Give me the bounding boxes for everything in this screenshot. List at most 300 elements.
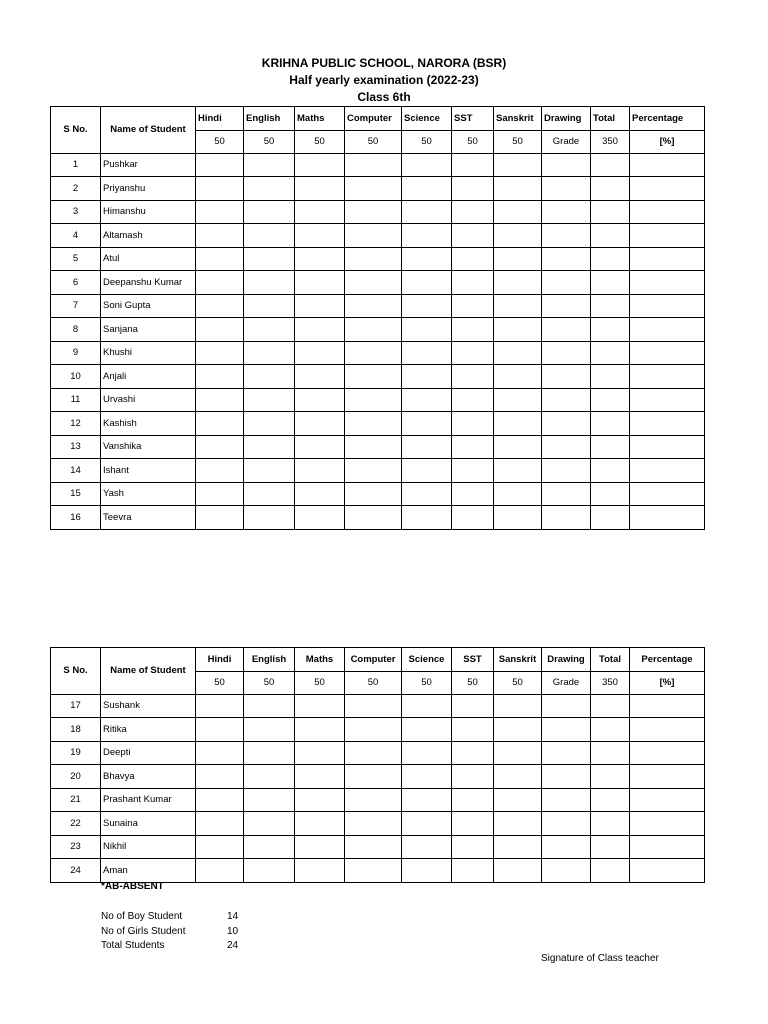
marks-cell[interactable] xyxy=(196,271,244,295)
marks-cell[interactable] xyxy=(591,859,630,883)
marks-cell[interactable] xyxy=(494,835,542,859)
student-sno: 3 xyxy=(51,200,101,224)
marks-cell[interactable] xyxy=(630,835,705,859)
marks-cell[interactable] xyxy=(452,765,494,789)
table-row xyxy=(51,247,705,271)
marks-cell[interactable] xyxy=(542,341,591,365)
marks-cell[interactable] xyxy=(345,294,402,318)
marks-cell[interactable] xyxy=(345,318,402,342)
max-marks-cell: 50 xyxy=(295,671,345,694)
marks-cell[interactable] xyxy=(295,388,345,412)
marks-cell[interactable] xyxy=(494,341,542,365)
marks-cell[interactable] xyxy=(345,247,402,271)
student-sno: 24 xyxy=(51,859,101,883)
marks-cell[interactable] xyxy=(494,741,542,765)
student-sno: 16 xyxy=(51,506,101,530)
marks-cell[interactable] xyxy=(345,788,402,812)
marks-cell[interactable] xyxy=(452,694,494,718)
marks-cell[interactable] xyxy=(196,435,244,459)
signature-line: Signature of Class teacher xyxy=(541,953,659,964)
summary-row xyxy=(101,910,238,925)
marks-cell[interactable] xyxy=(452,388,494,412)
student-name: Sushank xyxy=(101,694,196,718)
marks-cell[interactable] xyxy=(196,482,244,506)
marks-cell[interactable] xyxy=(452,224,494,248)
marks-cell[interactable] xyxy=(345,435,402,459)
marks-cell[interactable] xyxy=(452,365,494,389)
marks-cell[interactable] xyxy=(630,177,705,201)
marks-cell[interactable] xyxy=(402,812,452,836)
marks-cell[interactable] xyxy=(452,718,494,742)
marks-cell[interactable] xyxy=(244,765,295,789)
marks-cell[interactable] xyxy=(452,318,494,342)
marks-cell[interactable] xyxy=(452,506,494,530)
marks-cell[interactable] xyxy=(452,247,494,271)
marks-cell[interactable] xyxy=(402,153,452,177)
marks-cell[interactable] xyxy=(630,435,705,459)
marks-cell[interactable] xyxy=(542,271,591,295)
table-row xyxy=(51,200,705,224)
marks-cell[interactable] xyxy=(402,341,452,365)
marks-cell[interactable] xyxy=(494,435,542,459)
marks-cell[interactable] xyxy=(295,294,345,318)
marks-cell[interactable] xyxy=(196,318,244,342)
marks-cell[interactable] xyxy=(591,788,630,812)
marks-cell[interactable] xyxy=(630,200,705,224)
max-marks-cell: 350 xyxy=(591,671,630,694)
marks-cell[interactable] xyxy=(295,859,345,883)
marks-cell[interactable] xyxy=(345,694,402,718)
marks-cell[interactable] xyxy=(452,153,494,177)
marks-cell[interactable] xyxy=(402,835,452,859)
column-header-subject: Hindi xyxy=(196,648,244,672)
marks-cell[interactable] xyxy=(402,200,452,224)
marks-cell[interactable] xyxy=(542,435,591,459)
marks-cell[interactable] xyxy=(295,506,345,530)
marks-cell[interactable] xyxy=(591,341,630,365)
marks-table-2 xyxy=(50,647,705,883)
marks-cell[interactable] xyxy=(452,459,494,483)
marks-cell[interactable] xyxy=(630,365,705,389)
marks-cell[interactable] xyxy=(345,741,402,765)
marks-cell[interactable] xyxy=(295,765,345,789)
marks-cell[interactable] xyxy=(402,365,452,389)
marks-cell[interactable] xyxy=(630,247,705,271)
student-name: Urvashi xyxy=(101,388,196,412)
marks-cell[interactable] xyxy=(542,718,591,742)
student-name: Anjali xyxy=(101,365,196,389)
table-row xyxy=(51,318,705,342)
marks-cell[interactable] xyxy=(196,224,244,248)
table-row xyxy=(51,435,705,459)
marks-cell[interactable] xyxy=(494,153,542,177)
marks-cell[interactable] xyxy=(402,271,452,295)
student-name: Nikhil xyxy=(101,835,196,859)
header-row xyxy=(51,107,705,131)
marks-cell[interactable] xyxy=(402,718,452,742)
marks-cell[interactable] xyxy=(542,224,591,248)
marks-cell[interactable] xyxy=(494,718,542,742)
marks-cell[interactable] xyxy=(542,200,591,224)
marks-cell[interactable] xyxy=(244,271,295,295)
marks-cell[interactable] xyxy=(196,153,244,177)
marks-cell[interactable] xyxy=(452,294,494,318)
marks-cell[interactable] xyxy=(295,812,345,836)
marks-cell[interactable] xyxy=(196,294,244,318)
marks-cell[interactable] xyxy=(591,153,630,177)
student-sno: 19 xyxy=(51,741,101,765)
max-marks-cell: 50 xyxy=(494,671,542,694)
marks-cell[interactable] xyxy=(244,224,295,248)
column-header-subject: SST xyxy=(452,107,494,131)
marks-cell[interactable] xyxy=(630,812,705,836)
marks-cell[interactable] xyxy=(630,294,705,318)
marks-cell[interactable] xyxy=(452,412,494,436)
marks-cell[interactable] xyxy=(244,859,295,883)
marks-cell[interactable] xyxy=(591,741,630,765)
marks-cell[interactable] xyxy=(591,718,630,742)
marks-cell[interactable] xyxy=(630,459,705,483)
marks-cell[interactable] xyxy=(542,318,591,342)
marks-cell[interactable] xyxy=(591,294,630,318)
marks-cell[interactable] xyxy=(494,224,542,248)
marks-cell[interactable] xyxy=(542,388,591,412)
marks-table-1 xyxy=(50,106,705,530)
marks-cell[interactable] xyxy=(542,765,591,789)
marks-cell[interactable] xyxy=(295,200,345,224)
marks-cell[interactable] xyxy=(295,412,345,436)
marks-cell[interactable] xyxy=(494,247,542,271)
marks-cell[interactable] xyxy=(630,788,705,812)
marks-cell[interactable] xyxy=(244,388,295,412)
marks-cell[interactable] xyxy=(494,294,542,318)
marks-cell[interactable] xyxy=(494,506,542,530)
marks-cell[interactable] xyxy=(244,341,295,365)
marks-cell[interactable] xyxy=(295,224,345,248)
marks-cell[interactable] xyxy=(402,435,452,459)
marks-cell[interactable] xyxy=(494,788,542,812)
marks-cell[interactable] xyxy=(244,247,295,271)
column-header-subject: Percentage xyxy=(630,648,705,672)
marks-cell[interactable] xyxy=(196,388,244,412)
marks-cell[interactable] xyxy=(494,388,542,412)
marks-cell[interactable] xyxy=(295,718,345,742)
marks-cell[interactable] xyxy=(542,177,591,201)
marks-cell[interactable] xyxy=(345,153,402,177)
marks-cell[interactable] xyxy=(244,318,295,342)
marks-cell[interactable] xyxy=(452,200,494,224)
marks-cell[interactable] xyxy=(542,812,591,836)
marks-cell[interactable] xyxy=(452,341,494,365)
student-name: Ritika xyxy=(101,718,196,742)
marks-cell[interactable] xyxy=(295,694,345,718)
marks-cell[interactable] xyxy=(542,741,591,765)
marks-cell[interactable] xyxy=(196,247,244,271)
marks-cell[interactable] xyxy=(244,459,295,483)
marks-cell[interactable] xyxy=(345,812,402,836)
marks-cell[interactable] xyxy=(402,859,452,883)
marks-cell[interactable] xyxy=(591,318,630,342)
marks-cell[interactable] xyxy=(591,459,630,483)
marks-cell[interactable] xyxy=(494,459,542,483)
marks-cell[interactable] xyxy=(196,741,244,765)
marks-cell[interactable] xyxy=(402,412,452,436)
marks-cell[interactable] xyxy=(542,459,591,483)
marks-cell[interactable] xyxy=(196,718,244,742)
student-sno: 23 xyxy=(51,835,101,859)
marks-cell[interactable] xyxy=(630,153,705,177)
marks-cell[interactable] xyxy=(494,694,542,718)
marks-cell[interactable] xyxy=(542,835,591,859)
marks-cell[interactable] xyxy=(345,859,402,883)
marks-cell[interactable] xyxy=(630,412,705,436)
marks-cell[interactable] xyxy=(244,435,295,459)
marks-cell[interactable] xyxy=(244,788,295,812)
marks-cell[interactable] xyxy=(452,482,494,506)
marks-cell[interactable] xyxy=(295,459,345,483)
marks-cell[interactable] xyxy=(196,412,244,436)
marks-cell[interactable] xyxy=(196,835,244,859)
marks-cell[interactable] xyxy=(402,765,452,789)
marks-cell[interactable] xyxy=(630,271,705,295)
marks-cell[interactable] xyxy=(345,271,402,295)
marks-cell[interactable] xyxy=(345,482,402,506)
marks-cell[interactable] xyxy=(402,318,452,342)
marks-cell[interactable] xyxy=(591,271,630,295)
marks-cell[interactable] xyxy=(402,388,452,412)
student-sno: 17 xyxy=(51,694,101,718)
marks-cell[interactable] xyxy=(244,482,295,506)
marks-cell[interactable] xyxy=(402,506,452,530)
student-sno: 15 xyxy=(51,482,101,506)
marks-cell[interactable] xyxy=(402,459,452,483)
marks-cell[interactable] xyxy=(494,859,542,883)
max-marks-cell: Grade xyxy=(542,671,591,694)
marks-cell[interactable] xyxy=(542,506,591,530)
marks-cell[interactable] xyxy=(591,506,630,530)
marks-cell[interactable] xyxy=(196,859,244,883)
student-sno: 4 xyxy=(51,224,101,248)
max-marks-cell: 350 xyxy=(591,130,630,153)
marks-cell[interactable] xyxy=(630,741,705,765)
student-sno: 1 xyxy=(51,153,101,177)
marks-cell[interactable] xyxy=(295,177,345,201)
marks-cell[interactable] xyxy=(591,812,630,836)
marks-cell[interactable] xyxy=(452,177,494,201)
marks-cell[interactable] xyxy=(630,506,705,530)
marks-cell[interactable] xyxy=(295,835,345,859)
marks-cell[interactable] xyxy=(196,694,244,718)
marks-cell[interactable] xyxy=(591,412,630,436)
student-sno: 18 xyxy=(51,718,101,742)
marks-cell[interactable] xyxy=(494,765,542,789)
marks-cell[interactable] xyxy=(244,741,295,765)
marks-cell[interactable] xyxy=(196,200,244,224)
marks-cell[interactable] xyxy=(244,694,295,718)
marks-cell[interactable] xyxy=(452,812,494,836)
marks-cell[interactable] xyxy=(630,318,705,342)
marks-cell[interactable] xyxy=(591,388,630,412)
marks-cell[interactable] xyxy=(196,459,244,483)
student-sno: 10 xyxy=(51,365,101,389)
marks-cell[interactable] xyxy=(244,177,295,201)
column-header-subject: Total xyxy=(591,648,630,672)
marks-cell[interactable] xyxy=(630,765,705,789)
marks-cell[interactable] xyxy=(494,412,542,436)
column-header-subject: Maths xyxy=(295,648,345,672)
max-marks-cell: 50 xyxy=(402,671,452,694)
marks-cell[interactable] xyxy=(591,835,630,859)
marks-cell[interactable] xyxy=(295,365,345,389)
student-sno: 21 xyxy=(51,788,101,812)
marks-cell[interactable] xyxy=(196,341,244,365)
marks-cell[interactable] xyxy=(295,271,345,295)
marks-cell[interactable] xyxy=(591,200,630,224)
marks-cell[interactable] xyxy=(542,153,591,177)
marks-cell[interactable] xyxy=(345,835,402,859)
marks-cell[interactable] xyxy=(402,247,452,271)
marks-cell[interactable] xyxy=(452,271,494,295)
marks-cell[interactable] xyxy=(244,506,295,530)
marks-cell[interactable] xyxy=(345,765,402,789)
marks-cell[interactable] xyxy=(542,859,591,883)
header-row xyxy=(51,648,705,672)
marks-cell[interactable] xyxy=(630,718,705,742)
marks-cell[interactable] xyxy=(630,694,705,718)
marks-cell[interactable] xyxy=(630,224,705,248)
marks-cell[interactable] xyxy=(402,788,452,812)
marks-cell[interactable] xyxy=(591,365,630,389)
student-name: Priyanshu xyxy=(101,177,196,201)
marks-cell[interactable] xyxy=(402,694,452,718)
marks-cell[interactable] xyxy=(494,318,542,342)
marks-cell[interactable] xyxy=(542,482,591,506)
marks-cell[interactable] xyxy=(494,482,542,506)
marks-cell[interactable] xyxy=(402,741,452,765)
marks-cell[interactable] xyxy=(591,247,630,271)
marks-cell[interactable] xyxy=(295,341,345,365)
marks-cell[interactable] xyxy=(244,294,295,318)
table-row xyxy=(51,294,705,318)
marks-cell[interactable] xyxy=(196,506,244,530)
marks-cell[interactable] xyxy=(542,412,591,436)
marks-cell[interactable] xyxy=(295,153,345,177)
marks-cell[interactable] xyxy=(196,365,244,389)
marks-cell[interactable] xyxy=(494,271,542,295)
marks-cell[interactable] xyxy=(591,482,630,506)
column-header-subject: Percentage xyxy=(630,107,705,131)
marks-cell[interactable] xyxy=(402,224,452,248)
marks-cell[interactable] xyxy=(591,177,630,201)
column-header-sno: S No. xyxy=(51,107,101,154)
column-header-sno: S No. xyxy=(51,648,101,695)
column-header-subject: English xyxy=(244,107,295,131)
marks-cell[interactable] xyxy=(244,718,295,742)
marks-cell[interactable] xyxy=(244,412,295,436)
marks-cell[interactable] xyxy=(345,341,402,365)
marks-cell[interactable] xyxy=(494,200,542,224)
marks-cell[interactable] xyxy=(452,435,494,459)
marks-cell[interactable] xyxy=(295,482,345,506)
school-name: KRIHNA PUBLIC SCHOOL, NARORA (BSR) xyxy=(261,56,507,70)
marks-cell[interactable] xyxy=(402,294,452,318)
marks-cell[interactable] xyxy=(196,177,244,201)
marks-cell[interactable] xyxy=(295,247,345,271)
marks-cell[interactable] xyxy=(295,741,345,765)
marks-cell[interactable] xyxy=(244,365,295,389)
marks-cell[interactable] xyxy=(591,435,630,459)
marks-cell[interactable] xyxy=(494,177,542,201)
marks-cell[interactable] xyxy=(452,741,494,765)
max-marks-cell: 50 xyxy=(345,671,402,694)
student-name: Prashant Kumar xyxy=(101,788,196,812)
marks-cell[interactable] xyxy=(542,247,591,271)
table-row xyxy=(51,718,705,742)
max-marks-cell: [%] xyxy=(630,671,705,694)
table-row xyxy=(51,506,705,530)
marks-cell[interactable] xyxy=(345,177,402,201)
marks-cell[interactable] xyxy=(244,835,295,859)
marks-cell[interactable] xyxy=(630,482,705,506)
marks-cell[interactable] xyxy=(591,765,630,789)
student-sno: 20 xyxy=(51,765,101,789)
student-name: Aman xyxy=(101,859,196,883)
marks-cell[interactable] xyxy=(295,318,345,342)
marks-cell[interactable] xyxy=(345,224,402,248)
student-name: Deepti xyxy=(101,741,196,765)
marks-cell[interactable] xyxy=(345,365,402,389)
marks-cell[interactable] xyxy=(542,365,591,389)
marks-cell[interactable] xyxy=(345,412,402,436)
table-row xyxy=(51,224,705,248)
marks-cell[interactable] xyxy=(630,859,705,883)
marks-cell[interactable] xyxy=(542,694,591,718)
table-row xyxy=(51,388,705,412)
marks-cell[interactable] xyxy=(345,718,402,742)
marks-cell[interactable] xyxy=(452,835,494,859)
student-name: Khushi xyxy=(101,341,196,365)
marks-cell[interactable] xyxy=(244,812,295,836)
marks-cell[interactable] xyxy=(295,788,345,812)
marks-cell[interactable] xyxy=(591,694,630,718)
marks-cell[interactable] xyxy=(196,765,244,789)
marks-cell[interactable] xyxy=(345,506,402,530)
marks-cell[interactable] xyxy=(402,482,452,506)
column-header-subject: Drawing xyxy=(542,648,591,672)
marks-cell[interactable] xyxy=(591,224,630,248)
marks-cell[interactable] xyxy=(630,388,705,412)
marks-cell[interactable] xyxy=(452,859,494,883)
marks-cell[interactable] xyxy=(542,788,591,812)
marks-cell[interactable] xyxy=(244,200,295,224)
marks-cell[interactable] xyxy=(452,788,494,812)
marks-cell[interactable] xyxy=(494,812,542,836)
max-marks-cell: 50 xyxy=(494,130,542,153)
marks-cell[interactable] xyxy=(345,200,402,224)
marks-cell[interactable] xyxy=(244,153,295,177)
marks-cell[interactable] xyxy=(402,177,452,201)
marks-cell[interactable] xyxy=(196,788,244,812)
student-sno: 8 xyxy=(51,318,101,342)
marks-cell[interactable] xyxy=(542,294,591,318)
marks-cell[interactable] xyxy=(345,388,402,412)
marks-cell[interactable] xyxy=(494,365,542,389)
marks-cell[interactable] xyxy=(630,341,705,365)
column-header-subject: English xyxy=(244,648,295,672)
marks-cell[interactable] xyxy=(295,435,345,459)
marks-cell[interactable] xyxy=(196,812,244,836)
marks-cell[interactable] xyxy=(345,459,402,483)
